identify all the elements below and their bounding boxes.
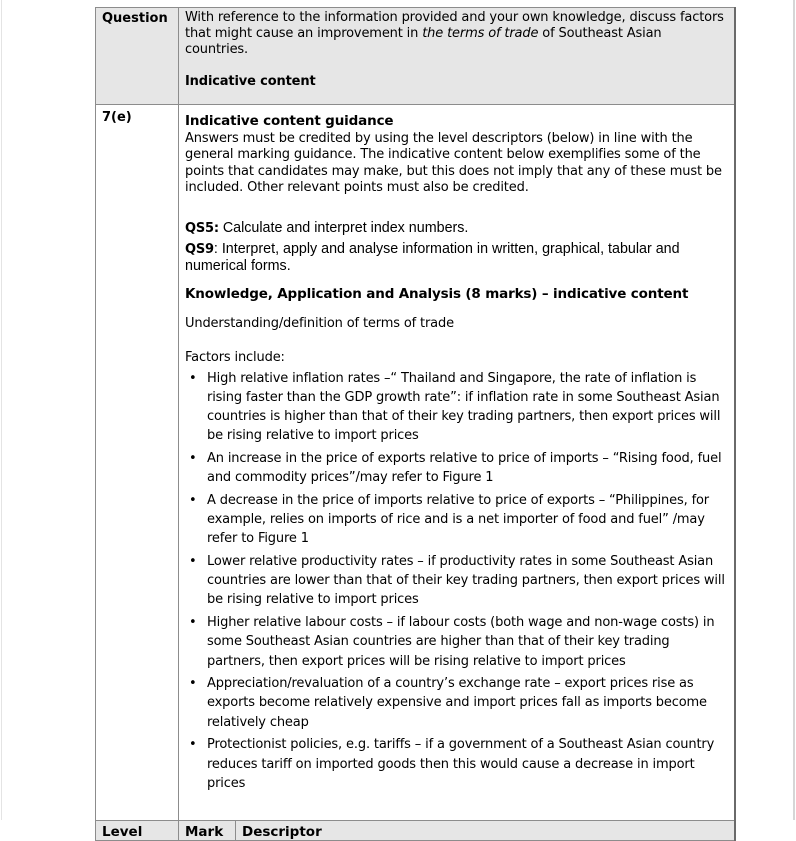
mark-header: Mark xyxy=(179,821,236,841)
page-edge-right xyxy=(793,0,795,820)
factor-item xyxy=(185,552,728,610)
level-header-row xyxy=(96,821,736,841)
qs-item-qs9 xyxy=(185,241,728,276)
bullet-icon: • xyxy=(189,492,197,508)
factor-list xyxy=(185,369,728,793)
bullet-icon: • xyxy=(189,615,197,631)
factor-text: An increase in the price of exports relative to price of imports – “Rising food, fuel and commodity prices”/may refer to Figure 1 xyxy=(207,451,722,486)
factors-intro: Factors include: xyxy=(185,349,285,365)
level-header: Level xyxy=(96,821,179,841)
bullet-icon: • xyxy=(189,737,197,753)
factor-item xyxy=(185,613,728,671)
question-number: 7(e) xyxy=(96,105,179,821)
question-row xyxy=(96,8,736,105)
factor-text: Higher relative labour costs – if labour costs (both wage and non-wage costs) in some Southeast Asian countries are higher than that of their key trading partners, then export prices will be rising relative to import prices xyxy=(207,615,715,669)
factor-text: Protectionist policies, e.g. tariffs – if a government of a Southeast Asian country reduces tariff on imported goods then this would cause a decrease in import prices xyxy=(207,737,715,791)
bullet-icon: • xyxy=(189,370,197,386)
bullet-icon: • xyxy=(189,676,197,692)
qs-text: : Interpret, apply and analyse information in written, graphical, tabular and numerical forms. xyxy=(185,240,680,275)
question-text-part: With reference to the information provided and your own knowledge, discuss factors that might cause an improvement in xyxy=(185,10,724,41)
question-text-part: of Southeast Asian countries. xyxy=(185,26,662,57)
page-edge-left xyxy=(1,0,2,820)
qs-code: QS9 xyxy=(185,241,214,257)
mark-scheme-table xyxy=(95,7,736,841)
kaa-heading: Knowledge, Application and Analysis (8 marks) – indicative content xyxy=(185,285,689,302)
factor-text: A decrease in the price of imports relative to price of exports – “Philippines, for example, relies on imports of rice and is a net importer of food and fuel” /may refer to Figure 1 xyxy=(207,492,709,547)
question-subheading: Indicative content xyxy=(185,74,316,89)
factor-text: Lower relative productivity rates – if productivity rates in some Southeast Asian countries are lower than that of their key trading partners, then export prices will be rising relative to import prices xyxy=(207,554,725,608)
qs-item-qs5 xyxy=(185,220,728,238)
question-text xyxy=(185,10,728,58)
understanding-text: Understanding/definition of terms of trade xyxy=(185,315,454,331)
factor-item xyxy=(185,735,728,793)
bullet-icon: • xyxy=(189,554,197,570)
question-text-italic: the terms of trade xyxy=(422,26,539,41)
answer-cell xyxy=(179,105,736,821)
guidance-title: Indicative content guidance xyxy=(185,113,394,129)
factor-item xyxy=(185,491,728,549)
question-cell xyxy=(179,8,736,105)
qs-text: Calculate and interpret index numbers. xyxy=(218,220,469,237)
bullet-icon: • xyxy=(189,451,197,466)
factor-text: High relative inflation rates –“ Thailand and Singapore, the rate of inflation is rising faster than the GDP growth rate”: if inflation rate in some Southeast Asian countries is higher than that of their key trading partners, then export prices will be rising relative to import prices xyxy=(207,370,721,444)
answer-row xyxy=(96,105,736,821)
factor-item xyxy=(185,449,728,487)
factor-text: Appreciation/revaluation of a country’s exchange rate – export prices rise as exports become relatively expensive and import prices fall as imports become relatively cheap xyxy=(207,676,707,730)
question-label: Question xyxy=(96,8,179,105)
qs-code: QS5: xyxy=(185,221,219,237)
guidance-text: Answers must be credited by using the level descriptors (below) in line with the general marking guidance. The indicative content below exemplifies some of the points that candidates may make, but this does not imply that any of these must be included. Other relevant points must also be credited. xyxy=(185,131,722,195)
factor-item xyxy=(185,369,728,446)
descriptor-header: Descriptor xyxy=(236,821,736,841)
factor-item xyxy=(185,674,728,732)
